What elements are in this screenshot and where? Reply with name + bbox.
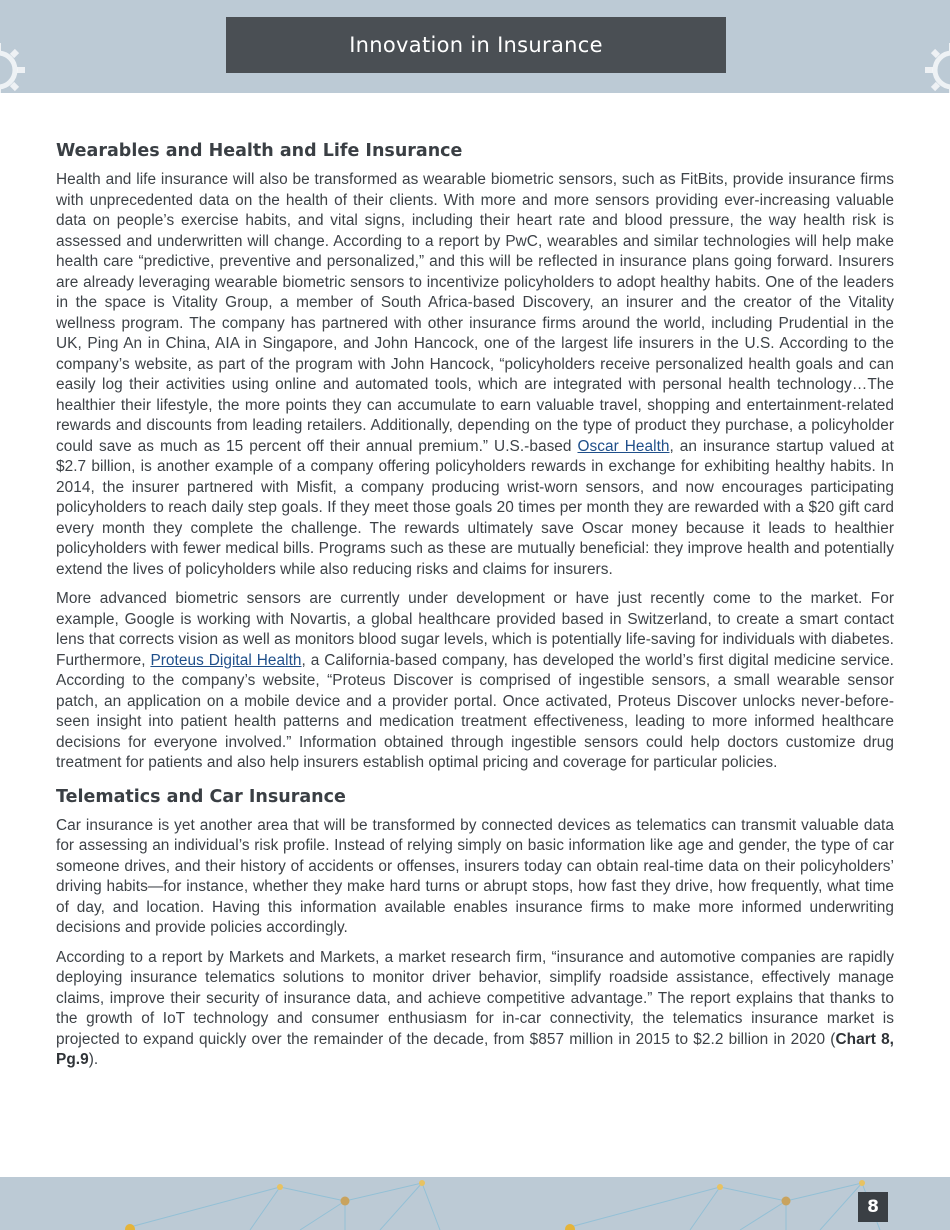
- proteus-digital-health-link[interactable]: Proteus Digital Health: [150, 651, 302, 669]
- article-body: [56, 141, 894, 1080]
- footer-band: [0, 1177, 950, 1230]
- section-heading-telematics: Telematics and Car Insurance: [56, 786, 346, 807]
- section-heading-wearables: Wearables and Health and Life Insurance: [56, 141, 463, 161]
- text-run: More advanced biometric sensors are currently under development or have just recently come to the market. For example, Google is working with Novartis, a global healthcare provided based in Switzerland, to create a smart contact lens that corrects vision as well as monitors blood sugar levels, which is potentially life-saving for individuals with diabetes. Furthermore,: [56, 590, 894, 669]
- page-number: 8: [858, 1192, 888, 1222]
- text-run: , an insurance startup valued at $2.7 billion, is another example of a company offering policyholders rewards in exchange for exhibiting healthy habits. In 2014, the insurer partnered with Misfit, a company producing wrist-worn sensors, and now encourages participating policyholders to reach daily step goals. If they meet those goals 20 times per month they are rewarded with a $20 gift card every month they complete the challenge. The rewards ultimately save Oscar money because it leads to healthier policyholders with fewer medical bills. Programs such as these are mutually beneficial: they improve health and potentially extend the lives of policyholders while also reducing risks and claims for insurers.: [56, 437, 894, 578]
- network-decoration: [0, 1177, 950, 1230]
- text-run: ).: [88, 1051, 99, 1068]
- text-run: Health and life insurance will also be transformed as wearable biometric sensors, such as FitBits, provide insurance firms with unprecedented data on the health of their clients. With more and more sensors providing ever-increasing valuable data on people’s exercise habits, and vital signs, including their heart rate and blood pressure, the way health risk is assessed and underwritten will change. According to a report by PwC, wearables and similar technologies will help make health care “predictive, preventive and personalized,” and this will be reflected in insurance plans going forward. Insurers are already leveraging wearable biometric sensors to incentivize policyholders to adopt healthy habits. One of the leaders in the space is Vitality Group, a member of South Africa-based Discovery, an insurer and the creator of the Vitality wellness program. The company has partnered with other insurance firms around the world, including Prudential in the UK, Ping An in China, AIA in Singapore, and John Hancock, one of the largest life insurers in the U.S. According to the company’s website, as part of the program with John Hancock, “policyholders receive personalized health goals and can easily log their activities using online and automated tools, which are integrated with personal health technology…The healthier their lifestyle, the more points they can accumulate to earn valuable travel, shopping and entertainment-related rewards and discounts from leading retailers. Additionally, depending on the type of product they purchase, a policyholder could save as much as 15 percent off their annual premium.” U.S.-based: [56, 171, 894, 455]
- oscar-health-link[interactable]: Oscar Health: [577, 437, 670, 455]
- chart-reference: Chart 8, Pg.9: [56, 1030, 895, 1068]
- text-run: According to a report by Markets and Markets, a market research firm, “insurance and automotive companies are rapidly deploying insurance telematics solutions to monitor driver behavior, simplify roadside assistance, effectively manage claims, improve their security of insurance data, and achieve competitive advantage.” The report explains that thanks to the growth of IoT technology and consumer enthusiasm for in-car connectivity, the telematics insurance market is projected to expand quickly over the remainder of the decade, from $857 million in 2015 to $2.2 billion in 2020 (: [56, 948, 894, 1048]
- paragraph-wearables-2: [56, 589, 894, 774]
- paragraph-telematics-2: [56, 948, 894, 1071]
- gear-icon: [0, 40, 28, 100]
- paragraph-telematics-1: Car insurance is yet another area that will be transformed by connected devices as telematics can transmit valuable data for assessing an individual’s risk profile. Instead of relying simply on basic information like age and gender, the type of car someone drives, and their history of accidents or offenses, insurers today can obtain real-time data on their policyholders’ driving habits—for instance, whether they make hard turns or abrupt stops, how fast they drive, how frequently, what time of day, and location. Having this information available enables insurance firms to make more informed underwriting decisions and provide policies accordingly.: [56, 816, 894, 936]
- text-run: , a California-based company, has developed the world’s first digital medicine service. According to the company’s website, “Proteus Discover is comprised of ingestible sensors, a small wearable sensor patch, an application on a mobile device and a provider portal. Once activated, Proteus Discover unlocks never-before-seen insight into patient health patterns and medication treatment effectiveness, leading to more informed healthcare decisions for everyone involved.” Information obtained through ingestible sensors could help doctors customize drug treatment for patients and also help insurers establish optimal pricing and coverage for particular policies.: [56, 651, 895, 771]
- gear-icon: [922, 40, 950, 100]
- paragraph-wearables-1: [56, 170, 894, 580]
- page-title: Innovation in Insurance: [226, 17, 726, 73]
